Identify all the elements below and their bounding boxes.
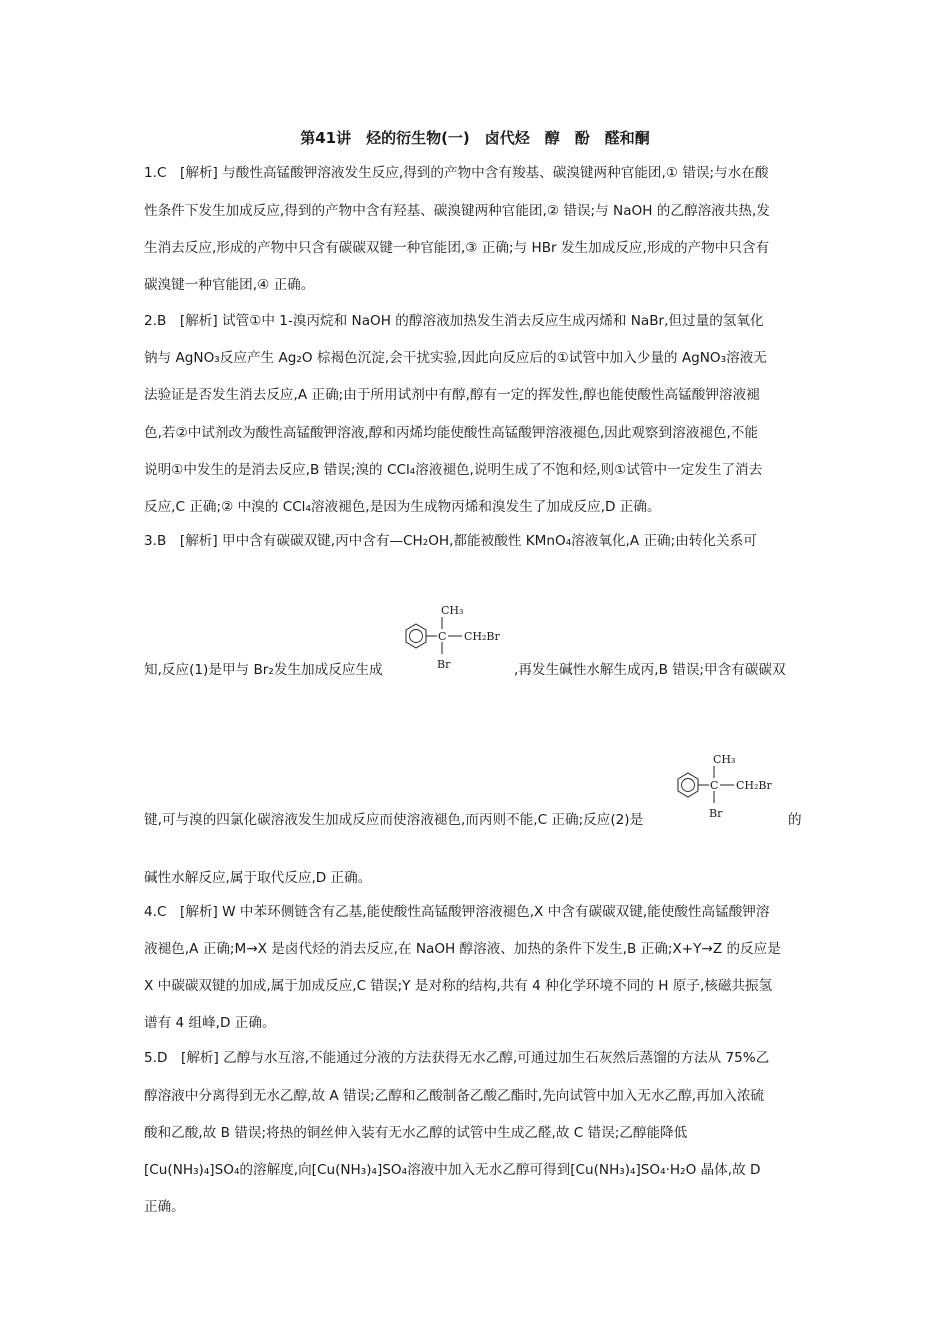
text-line: 3.B [解析] 甲中含有碳碳双键,丙中含有—CH₂OH,都能被酸性 KMnO₄溶液氧化,A 正确;由转化关系可 — [144, 533, 757, 549]
text-line: 谱有 4 组峰,D 正确。 — [144, 1015, 276, 1031]
br-label: Br — [437, 658, 451, 671]
carbon-label: C — [710, 779, 719, 792]
br-label: Br — [709, 807, 723, 820]
ch2br-label: CH₂Br — [736, 779, 772, 792]
text-line: 正确。 — [144, 1199, 185, 1215]
text-line: 2.B [解析] 试管①中 1-溴丙烷和 NaOH 的醇溶液加热发生消去反应生成丙烯和 NaBr,但过量的氢氧化 — [144, 313, 764, 329]
text-line: 醇溶液中分离得到无水乙醇,故 A 错误;乙醇和乙酸制备乙酸乙酯时,先向试管中加入无水乙醇,再加入浓硫 — [144, 1088, 765, 1104]
ch2br-label: CH₂Br — [464, 630, 500, 643]
text-line: 反应,C 正确;② 中溴的 CCl₄溶液褪色,是因为生成物丙烯和溴发生了加成反应,D 正确。 — [144, 499, 661, 515]
text-line: 键,可与溴的四氯化碳溶液发生加成反应而使溶液褪色,而丙则不能,C 正确;反应(2)是 — [144, 812, 644, 828]
text-line: X 中碳碳双键的加成,属于加成反应,C 错误;Y 是对称的结构,共有 4 种化学环境不同的 H 原子,核磁共振氢 — [144, 978, 773, 994]
molecule-structure — [396, 600, 514, 676]
text-line: 碱性水解反应,属于取代反应,D 正确。 — [144, 870, 372, 886]
text-line: ,再发生碱性水解生成丙,B 错误;甲含有碳碳双 — [514, 662, 786, 678]
carbon-label: C — [438, 630, 447, 643]
text-line: 知,反应(1)是甲与 Br₂发生加成反应生成 — [144, 662, 383, 678]
text-line: 酸和乙酸,故 B 错误;将热的铜丝伸入装有无水乙醇的试管中生成乙醛,故 C 错误;乙醇能降低 — [144, 1125, 688, 1141]
text-line: 的 — [788, 812, 802, 828]
text-line: 色,若②中试剂改为酸性高锰酸钾溶液,醇和丙烯均能使酸性高锰酸钾溶液褪色,因此观察到溶液褪色,不能 — [144, 425, 758, 441]
text-line: 生消去反应,形成的产物中只含有碳碳双键一种官能团,③ 正确;与 HBr 发生加成反应,形成的产物中只含有 — [144, 240, 770, 256]
benzene-ring — [678, 773, 698, 797]
text-line: 性条件下发生加成反应,得到的产物中含有羟基、碳溴键两种官能团,② 错误;与 NaOH 的乙醇溶液共热,发 — [144, 203, 770, 219]
page-title: 第41讲 烃的衍生物(一) 卤代烃 醇 酚 醛和酮 — [300, 129, 650, 147]
text-line: 5.D [解析] 乙醇与水互溶,不能通过分液的方法获得无水乙醇,可通过加生石灰然后蒸馏的方法从 75%乙 — [144, 1050, 770, 1066]
text-line: 4.C [解析] W 中苯环侧链含有乙基,能使酸性高锰酸钾溶液褪色,X 中含有碳碳双键,能使酸性高锰酸钾溶 — [144, 904, 770, 920]
text-line: 法验证是否发生消去反应,A 正确;由于所用试剂中有醇,醇有一定的挥发性,醇也能使酸性高锰酸钾溶液褪 — [144, 387, 760, 403]
text-line: 钠与 AgNO₃反应产生 Ag₂O 棕褐色沉淀,会干扰实验,因此向反应后的①试管中加入少量的 AgNO₃溶液无 — [144, 350, 767, 366]
text-line: 说明①中发生的是消去反应,B 错误;溴的 CCl₄溶液褪色,说明生成了不饱和烃,则①试管中一定发生了消去 — [144, 462, 763, 478]
text-line: 碳溴键一种官能团,④ 正确。 — [144, 277, 315, 293]
ch3-label: CH₃ — [441, 604, 464, 617]
molecule-structure — [668, 749, 786, 825]
benzene-ring — [406, 624, 426, 648]
ch3-label: CH₃ — [713, 753, 736, 766]
text-line: 1.C [解析] 与酸性高锰酸钾溶液发生反应,得到的产物中含有羧基、碳溴键两种官能团,① 错误;与水在酸 — [144, 165, 769, 181]
text-line: 液褪色,A 正确;M→X 是卤代烃的消去反应,在 NaOH 醇溶液、加热的条件下发生,B 正确;X+Y→Z 的反应是 — [144, 941, 781, 957]
text-line: [Cu(NH₃)₄]SO₄的溶解度,向[Cu(NH₃)₄]SO₄溶液中加入无水乙醇可得到[Cu(NH₃)₄]SO₄·H₂O 晶体,故 D — [144, 1162, 761, 1178]
